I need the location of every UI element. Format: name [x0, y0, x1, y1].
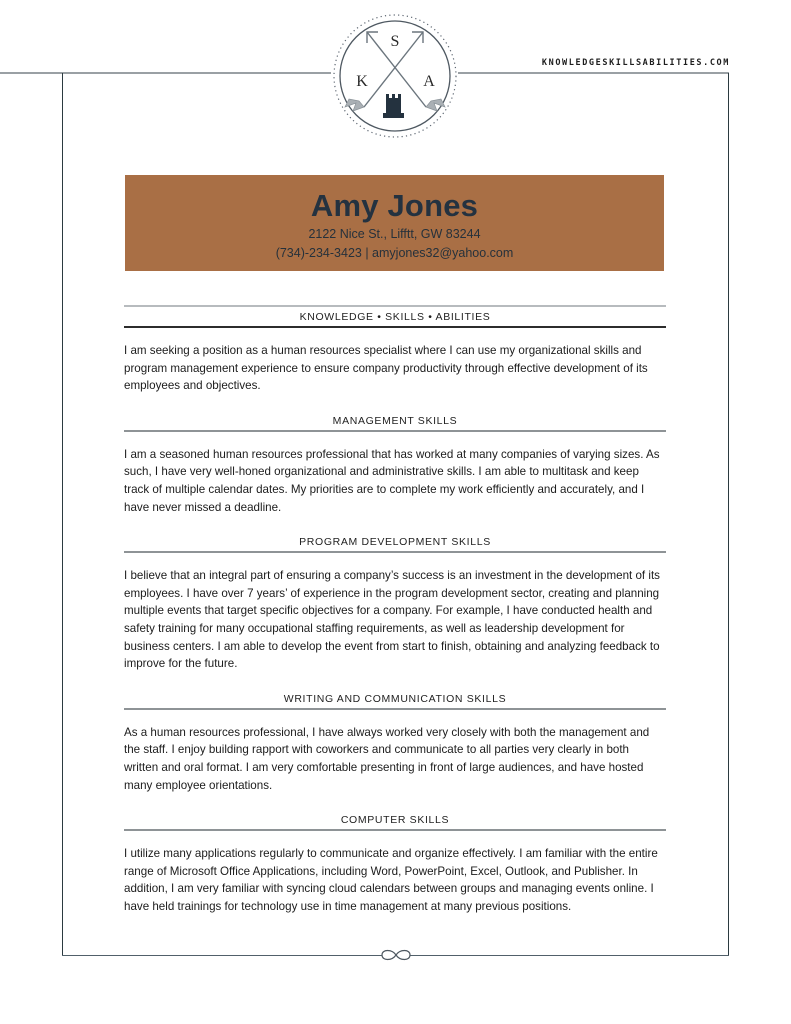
- section-title-writing-and-communication-skills: WRITING AND COMMUNICATION SKILLS: [124, 689, 666, 710]
- section-body-management-skills: I am a seasoned human resources professional that has worked at many companies of varying sizes. As such, I have very well-honed organizational and administrative skills. I am able to multitask and keep track of multiple calendar dates. My priorities are to complete my work efficiently and accurately, and I have never missed a deadline.: [124, 447, 660, 514]
- section-knowledge-skills-abilities: [124, 305, 666, 411]
- section-body-computer-skills: I utilize many applications regularly to communicate and organize effectively. I am familiar with the entire range of Microsoft Office Applications, including Word, PowerPoint, Excel, Outlook, and Publisher. In addition, I am very familiar with syncing cloud calendars between groups and managing events online. I have held trainings for technology use in time management at many previous positions.: [124, 847, 658, 913]
- resume-body: [124, 305, 666, 915]
- page-border-top-left: [0, 72, 331, 74]
- section-title-computer-skills: COMPUTER SKILLS: [124, 810, 666, 831]
- section-management-skills: [124, 411, 666, 532]
- infinity-shape-icon: [382, 951, 410, 960]
- section-title-management-skills: MANAGEMENT SKILLS: [124, 411, 666, 432]
- section-title-knowledge-skills-abilities: KNOWLEDGE • SKILLS • ABILITIES: [124, 305, 666, 328]
- section-body-knowledge-skills-abilities: I am seeking a position as a human resources specialist where I can use my organizational skills and program management experience to ensure company productivity through effective development of its employees and objectives.: [124, 344, 648, 393]
- section-title-program-development-skills: PROGRAM DEVELOPMENT SKILLS: [124, 532, 666, 553]
- section-writing-and-communication-skills: [124, 689, 666, 810]
- candidate-name: Amy Jones: [310, 188, 479, 223]
- ksa-logo-svg: [331, 12, 459, 140]
- logo-letter-s: S: [390, 33, 400, 50]
- candidate-address: 2122 Nice St., Lifftt, GW 83244: [308, 227, 481, 241]
- ksa-logo: [331, 12, 459, 140]
- page-border-right: [728, 73, 729, 956]
- section-computer-skills: [124, 810, 666, 915]
- section-body-writing-and-communication-skills: As a human resources professional, I have always worked very closely with both the management and the staff. I enjoy building rapport with coworkers and communicate to all parties very clearly in both written and oral format. I am very comfortable presenting in front of large audiences, and have hosted many employee orientations.: [124, 725, 650, 792]
- page-border-left: [62, 73, 63, 956]
- section-program-development-skills: [124, 532, 666, 689]
- candidate-contact: (734)-234-3423 | amyjones32@yahoo.com: [275, 246, 514, 260]
- rook-tower-icon: [383, 94, 404, 118]
- page-border-top-right: [458, 72, 729, 74]
- logo-letter-k: K: [356, 73, 368, 90]
- infinity-ornament-svg: [378, 945, 414, 965]
- logo-letter-a: A: [423, 73, 435, 90]
- section-body-program-development-skills: I believe that an integral part of ensuring a company’s success is an investment in the development of its employees. I have over 7 years’ of experience in the program development sector, creating and planning multiple events that target specific objectives for a company. For example, I have conducted health and safety training for many occupational staffing requirements, as well as leadership development for business centers. I am able to develop the event from start to finish, obtaining and analyzing feedback to improve for the future.: [124, 569, 660, 671]
- header-banner: [125, 175, 664, 271]
- site-url: KNOWLEDGESKILLSABILITIES.COM: [541, 58, 730, 68]
- infinity-ornament: [378, 945, 414, 965]
